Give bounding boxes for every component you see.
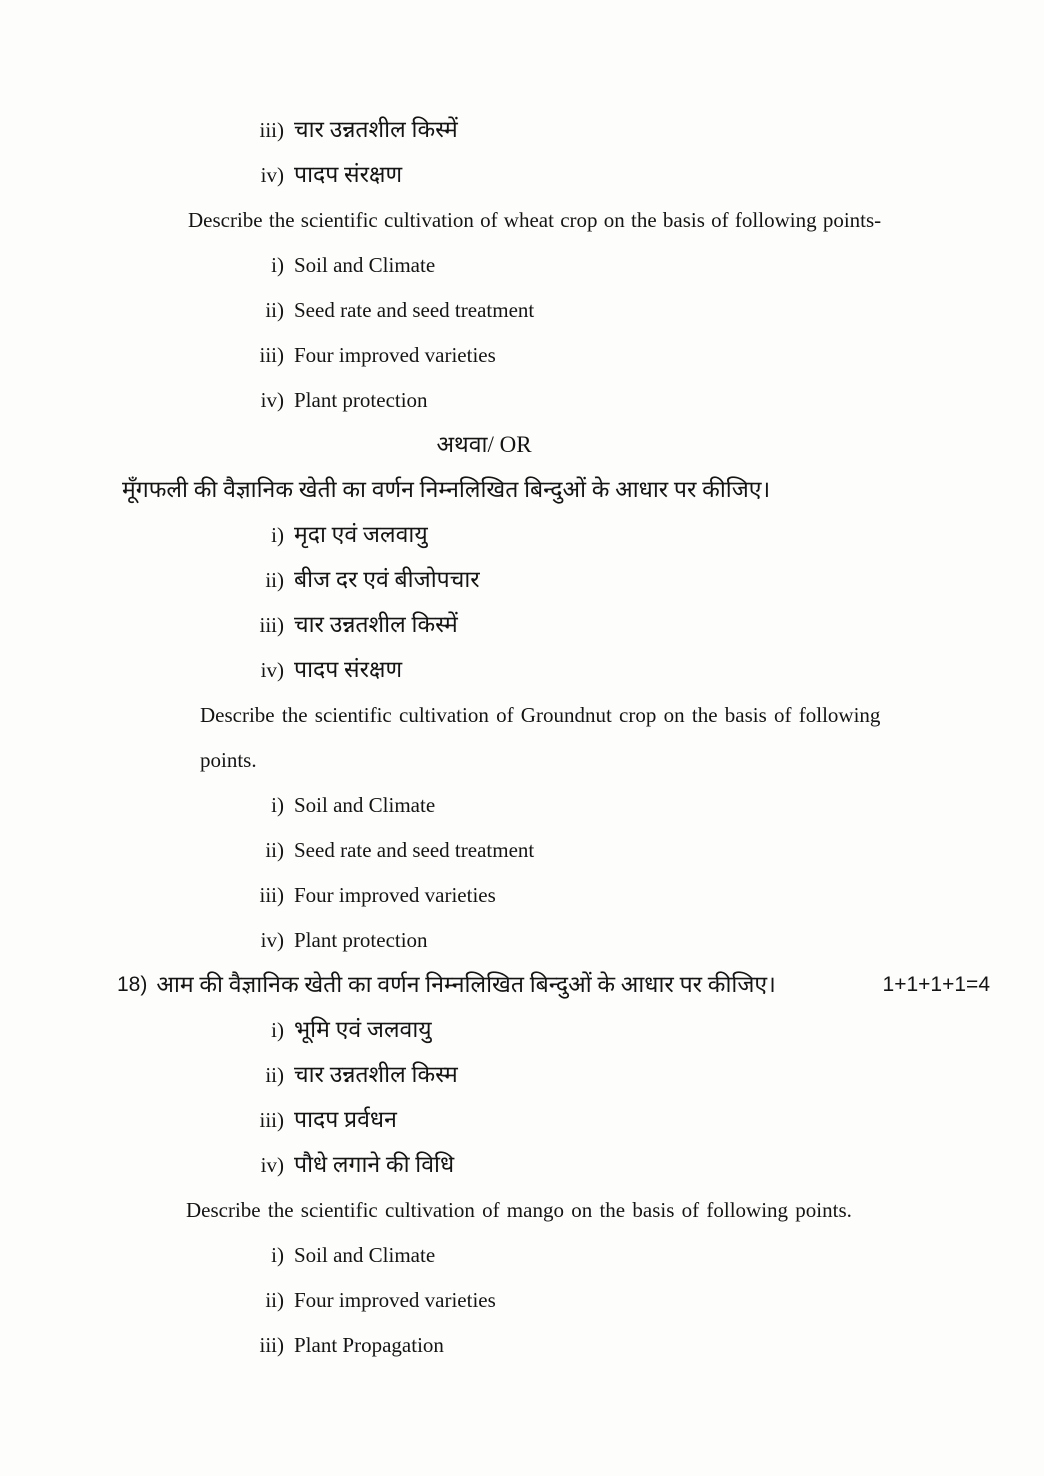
item-marker: i) [271,253,284,277]
list-item [238,1329,1044,1374]
item-marker: i) [271,1018,284,1042]
item-marker: i) [271,1243,284,1267]
item-label: Four improved varieties [294,1288,496,1312]
paragraph-groundnut-intro-line1: Describe the scientific cultivation of Groundnut crop on the basis of following [200,703,881,727]
item-marker: iii) [259,1333,284,1357]
item-label: बीज दर एवं बीजोपचार [294,567,480,592]
item-marker: iii) [259,343,284,367]
item-label: Plant protection [294,388,428,412]
item-marker: ii) [265,838,284,862]
item-label: पादप संरक्षण [294,657,403,682]
item-marker: iv) [260,388,284,412]
item-label: Four improved varieties [294,883,496,907]
list-item [238,249,1044,294]
item-marker: iv) [260,163,284,187]
list-item [238,294,1044,339]
list-item [238,519,1044,564]
item-label: Plant protection [294,928,428,952]
list-item [238,924,1044,969]
item-label: चार उन्नतशील किस्में [294,612,458,637]
list-item [238,879,1044,924]
item-marker: iii) [259,883,284,907]
list-item [238,789,1044,834]
item-marker: iv) [260,928,284,952]
item-label: चार उन्नतशील किस्म [294,1062,458,1087]
item-marker: iii) [259,613,284,637]
item-marker: iv) [260,1153,284,1177]
item-label: पादप संरक्षण [294,162,403,187]
item-marker: ii) [265,1063,284,1087]
item-marker: iii) [259,118,284,142]
item-label: Plant Propagation [294,1333,444,1357]
item-label: चार उन्नतशील किस्में [294,117,458,142]
list-item [238,1014,1044,1059]
list-item [238,609,1044,654]
list-item [238,339,1044,384]
question-18-header [117,969,990,1014]
item-label: भूमि एवं जलवायु [294,1017,432,1042]
list-item [238,159,1044,204]
list-item [238,384,1044,429]
list-item [238,1059,1044,1104]
item-label: Seed rate and seed treatment [294,838,535,862]
question-18-intro-hindi: आम की वैज्ञानिक खेती का वर्णन निम्नलिखित बिन्दुओं के आधार पर कीजिए। [156,972,776,997]
item-marker: i) [271,793,284,817]
list-item [238,1104,1044,1149]
list-item [238,834,1044,879]
item-label: पादप प्रर्वधन [294,1107,397,1132]
item-marker: ii) [265,568,284,592]
paragraph-wheat-intro: Describe the scientific cultivation of wheat crop on the basis of following points- [188,208,882,232]
paragraph-groundnut-intro-line2: points. [200,748,257,772]
paragraph-mango-intro: Describe the scientific cultivation of mango on the basis of following points. [186,1198,852,1222]
list-item [238,1149,1044,1194]
list-item [238,654,1044,699]
list-item [238,114,1044,159]
item-label: Soil and Climate [294,1243,436,1267]
item-marker: i) [271,523,284,547]
item-label: Soil and Climate [294,253,436,277]
item-label: पौधे लगाने की विधि [294,1152,455,1177]
item-label: Soil and Climate [294,793,436,817]
list-item [238,564,1044,609]
item-label: Seed rate and seed treatment [294,298,535,322]
item-marker: iv) [260,658,284,682]
paragraph-groundnut-intro-hindi: मूँगफली की वैज्ञानिक खेती का वर्णन निम्नलिखित बिन्दुओं के आधार पर कीजिए। [122,477,771,502]
list-item [238,1284,1044,1329]
list-item [238,1239,1044,1284]
item-marker: ii) [265,1288,284,1312]
or-divider: अथवा/ OR [436,432,532,457]
question-number: 18) [117,973,148,996]
item-label: Four improved varieties [294,343,496,367]
item-marker: iii) [259,1108,284,1132]
item-marker: ii) [265,298,284,322]
item-label: मृदा एवं जलवायु [294,522,428,547]
marks-value: 1+1+1+1=4 [882,973,990,996]
